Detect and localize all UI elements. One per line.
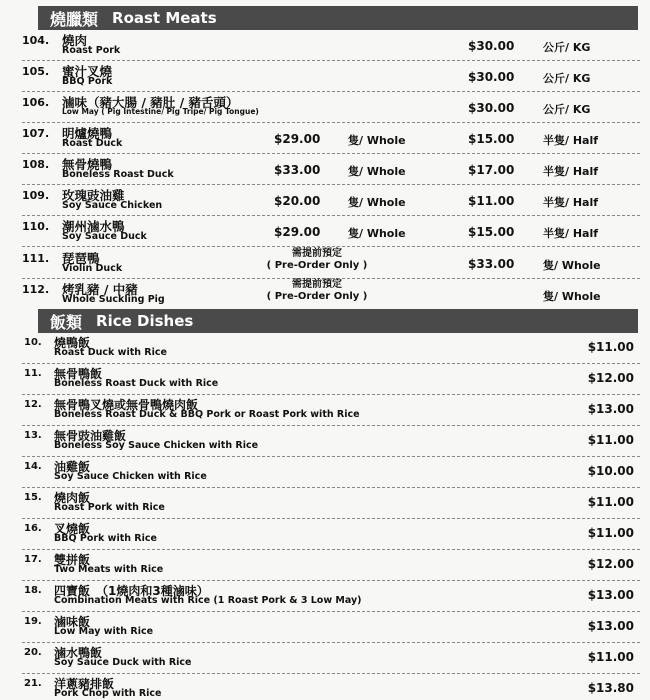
item-name-zh: 無骨燒鴨 [62,157,113,172]
item-name-en: Roast Duck [62,138,123,149]
item-number: 14. [24,461,42,472]
menu-item [22,551,640,581]
item-price-half: $15.00 [468,225,515,239]
item-name-zh: 滷味飯 [54,615,91,629]
item-name-en: Pork Chop with Rice [54,688,162,699]
item-name-en: Soy Sauce Duck with Rice [54,657,192,668]
item-name-zh: 油雞飯 [54,460,91,474]
item-price-kg: $30.00 [468,39,515,53]
item-number: 112. [22,283,50,296]
item-name-zh: 無骨豉油雞飯 [54,429,127,443]
item-name-en: Soy Sauce Chicken with Rice [54,471,207,482]
roast-meats-title-en: Roast Meats [112,9,217,27]
item-price: $12.00 [587,371,634,385]
item-price-whole: $20.00 [274,194,321,208]
item-name-en: Violin Duck [62,263,123,274]
menu-item [22,396,640,426]
item-number: 106. [22,96,50,109]
roast-meats-header [38,6,638,30]
item-name-en: Soy Sauce Chicken [62,200,163,211]
item-number: 16. [24,523,42,534]
item-number: 19. [24,616,42,627]
item-number: 10. [24,337,42,348]
item-name-zh: 洋蔥豬排飯 [54,677,115,691]
item-name-zh: 滷水鴨飯 [54,646,103,660]
menu-item [22,280,640,307]
item-number: 12. [24,399,42,410]
item-number: 20. [24,647,42,658]
item-name-zh: 無骨鴨叉燒或無骨鴨燒肉飯 [54,398,199,412]
item-number: 17. [24,554,42,565]
item-name-zh: 滷味（豬大腸 / 豬肚 / 豬舌頭） [62,95,239,110]
pre-order-note [262,279,372,303]
pre-order-zh: 需提前預定 [292,279,342,290]
item-unit-whole: 隻/ Whole [348,165,406,178]
menu-item [22,217,640,247]
item-name-en: Low May ( Pig Intestine/ Pig Tripe/ Pig Tongue) [62,107,259,116]
item-unit-half: 半隻/ Half [543,196,599,209]
rice-dishes-title-zh: 飯類 [50,312,83,332]
menu-item [22,613,640,643]
item-price: $13.00 [587,402,634,416]
item-unit-whole: 隻/ Whole [543,259,601,272]
item-name-zh: 無骨鴨飯 [54,367,103,381]
item-price: $13.00 [587,619,634,633]
item-unit-kg: 公斤/ KG [543,41,591,54]
item-number: 21. [24,678,42,689]
item-name-zh: 琵琶鴨 [62,251,100,266]
menu-item [22,365,640,395]
item-price: $13.80 [587,681,634,695]
item-name-zh: 燒肉飯 [54,491,91,505]
item-unit-whole: 隻/ Whole [348,134,406,147]
item-name-en: BBQ Pork with Rice [54,533,157,544]
item-number: 18. [24,585,42,596]
rice-dishes-title-en: Rice Dishes [96,312,194,330]
pre-order-en: ( Pre-Order Only ) [266,291,368,302]
item-name-en: Roast Duck with Rice [54,347,167,358]
item-number: 110. [22,220,50,233]
item-number: 104. [22,34,50,47]
item-number: 108. [22,158,50,171]
menu-item [22,427,640,457]
item-unit-whole: 隻/ Whole [348,227,406,240]
menu-item [22,675,640,700]
item-number: 107. [22,127,50,140]
menu-item [22,334,640,364]
menu-item [22,124,640,154]
item-name-zh: 雙拼飯 [54,553,91,567]
item-unit-half: 半隻/ Half [543,227,599,240]
item-number: 13. [24,430,42,441]
item-name-en: Roast Pork [62,45,121,56]
item-name-zh: 烤乳豬 / 中豬 [62,282,138,297]
item-price-half: $17.00 [468,163,515,177]
menu-item [22,62,640,92]
item-price: $11.00 [587,526,634,540]
item-name-zh: 玫瑰豉油雞 [62,188,125,203]
item-name-zh: 明爐燒鴨 [62,126,113,141]
item-name-en: Soy Sauce Duck [62,231,147,242]
item-name-zh: 燒鴨飯 [54,336,91,350]
item-name-zh: 燒肉 [62,33,88,48]
item-price: $11.00 [587,650,634,664]
item-name-en: Boneless Soy Sauce Chicken with Rice [54,440,259,451]
item-price-whole: $29.00 [274,225,321,239]
item-name-en: Combination Meats with Rice (1 Roast Pork & 3 Low May) [54,595,362,606]
menu-item [22,186,640,216]
item-number: 105. [22,65,50,78]
item-price: $11.00 [587,495,634,509]
item-number: 15. [24,492,42,503]
rice-dishes-header [38,309,638,333]
item-price: $12.00 [587,557,634,571]
item-name-en: Whole Suckling Pig [62,294,165,305]
item-number: 11. [24,368,42,379]
item-name-en: Boneless Roast Duck & BBQ Pork or Roast Pork with Rice [54,409,360,420]
item-price: $10.00 [587,464,634,478]
menu-item [22,582,640,612]
pre-order-zh: 需提前預定 [292,248,342,259]
menu-item [22,155,640,185]
item-price-kg: $30.00 [468,101,515,115]
item-name-zh: 叉燒飯 [54,522,91,536]
item-unit-kg: 公斤/ KG [543,72,591,85]
pre-order-en: ( Pre-Order Only ) [266,260,368,271]
item-number: 111. [22,252,50,265]
item-name-zh: 蜜汁叉燒 [62,64,113,79]
item-name-en: Boneless Roast Duck [62,169,174,180]
roast-meats-title-zh: 燒臘類 [50,9,99,29]
menu-item [22,31,640,61]
item-price: $13.00 [587,588,634,602]
item-name-zh: 潮州滷水鴨 [62,219,125,234]
item-name-zh: 四寶飯 （1燒肉和3種滷味） [54,584,209,598]
menu-item [22,249,640,279]
menu-item [22,644,640,674]
menu-item [22,93,640,123]
item-unit-whole: 隻/ Whole [543,290,601,303]
item-unit-half: 半隻/ Half [543,134,599,147]
menu-item [22,458,640,488]
item-name-en: Roast Pork with Rice [54,502,165,513]
item-price-whole: $33.00 [274,163,321,177]
item-name-en: Two Meats with Rice [54,564,164,575]
item-price-kg: $30.00 [468,70,515,84]
item-price-whole: $33.00 [468,257,515,271]
item-number: 109. [22,189,50,202]
item-price-whole: $29.00 [274,132,321,146]
item-unit-half: 半隻/ Half [543,165,599,178]
item-price-half: $11.00 [468,194,515,208]
item-price: $11.00 [587,340,634,354]
menu-item [22,489,640,519]
menu-item [22,520,640,550]
pre-order-note [262,248,372,272]
item-name-en: BBQ Pork [62,76,113,87]
item-name-en: Low May with Rice [54,626,154,637]
item-unit-kg: 公斤/ KG [543,103,591,116]
item-price: $11.00 [587,433,634,447]
item-unit-whole: 隻/ Whole [348,196,406,209]
item-price-half: $15.00 [468,132,515,146]
item-name-en: Boneless Roast Duck with Rice [54,378,219,389]
